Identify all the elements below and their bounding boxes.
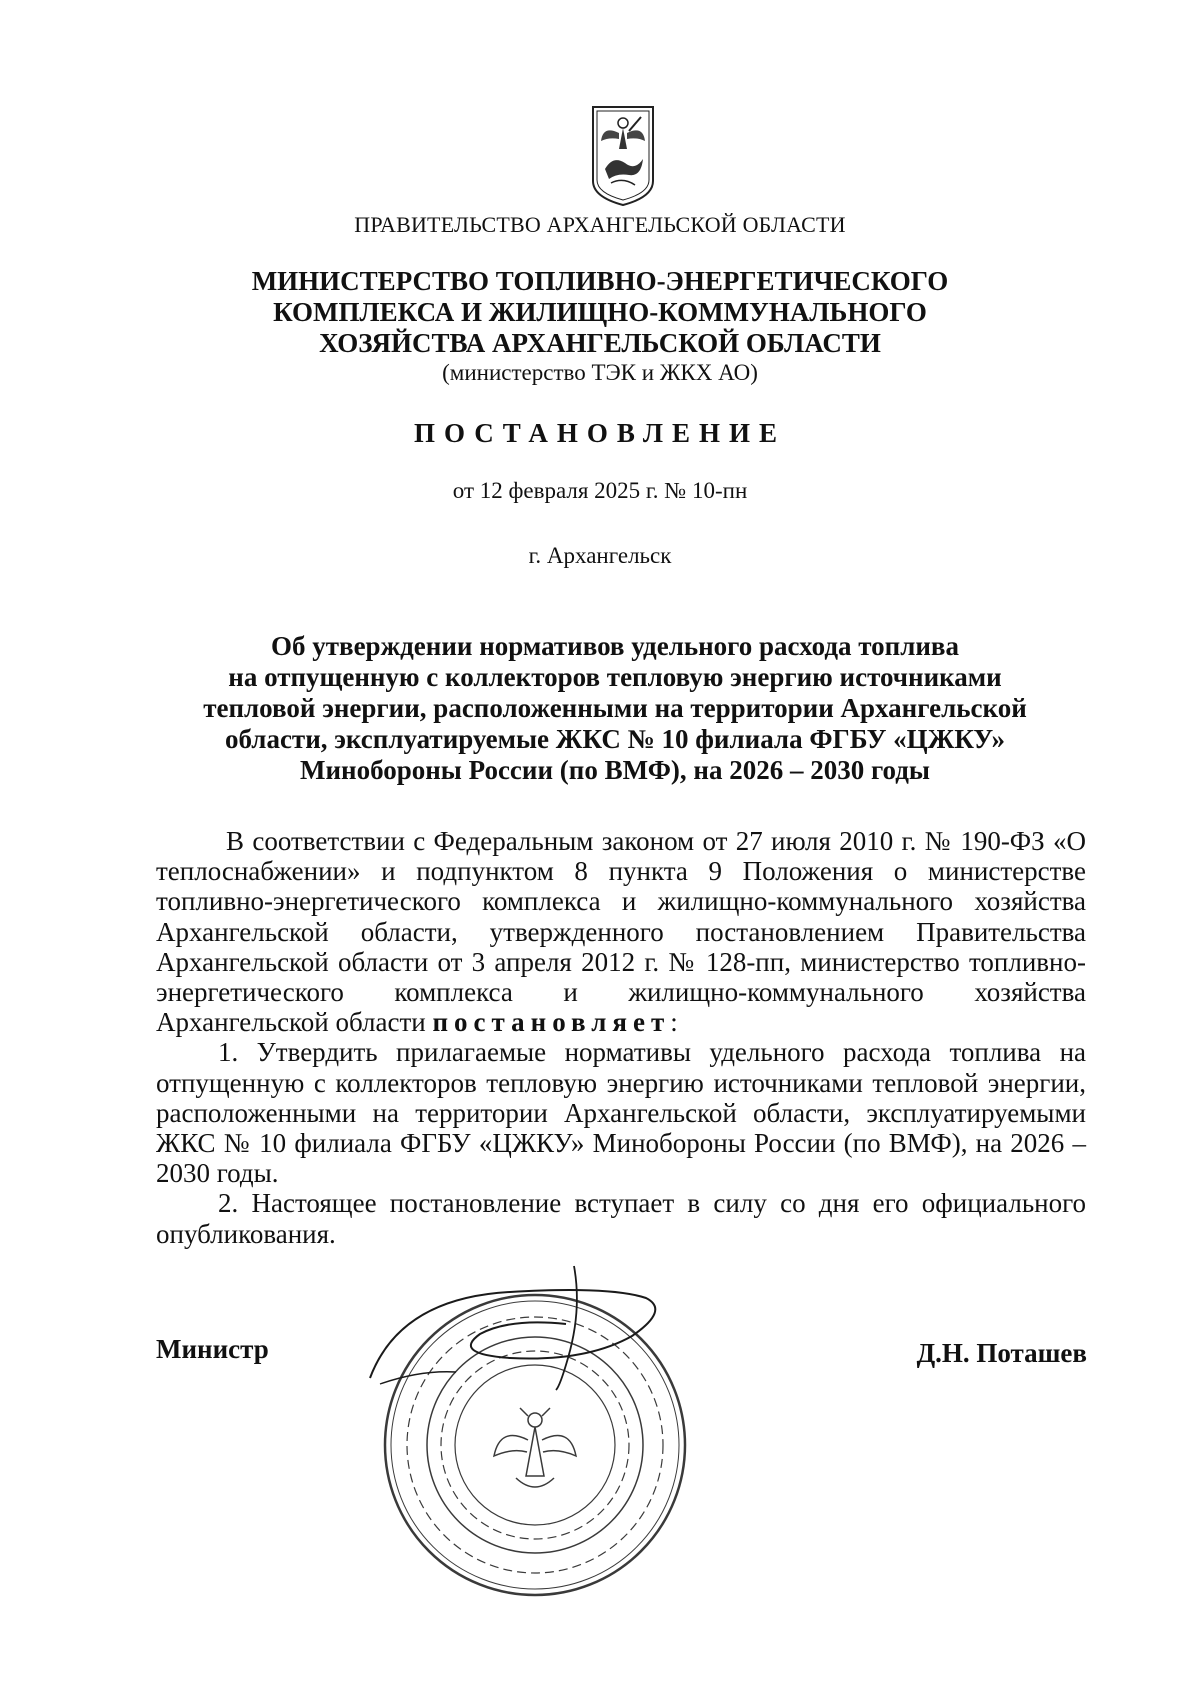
ministry-name-line: КОМПЛЕКСА И ЖИЛИЩНО-КОММУНАЛЬНОГО [273,297,927,327]
decree-word: постановляет [432,1007,671,1038]
coat-of-arms-icon [589,103,657,207]
decree-colon: : [670,1007,678,1038]
government-name: ПРАВИТЕЛЬСТВО АРХАНГЕЛЬСКОЙ ОБЛАСТИ [354,212,846,237]
title-line: Минобороны России (по ВМФ), на 2026 – 2030 годы [299,755,931,785]
decree-item-2: 2. Настоящее постановление вступает в силу со дня его официального опубликования. [156,1188,1086,1249]
ministry-name-line: МИНИСТЕРСТВО ТОПЛИВНО-ЭНЕРГЕТИЧЕСКОГО [251,266,949,296]
document-date-number: от 12 февраля 2025 г. № 10-пн [452,478,748,503]
document-type: ПОСТАНОВЛЕНИЕ [413,418,787,448]
title-line: Об утверждении нормативов удельного расхода топлива [270,631,960,661]
title-line: на отпущенную с коллекторов тепловую энергию источниками [228,662,1002,692]
signatory-name: Д.Н. Поташев [916,1338,1087,1368]
ministry-name-line: ХОЗЯЙСТВА АРХАНГЕЛЬСКОЙ ОБЛАСТИ [319,328,881,358]
signatory-role: Министр [156,1334,269,1364]
preamble-text: В соответствии с Федеральным законом от 27 июля 2010 г. № 190-ФЗ «О теплоснабжении» и подпунктом 8 пункта 9 Положения о министерстве топливно-энергетического комплекса и жилищно-коммунального хозяйства Архангельской области, утвержденного постановлением Правительства Архангельской области от 3 апреля 2012 г. № 128-пп, министерство топливно-энергетического комплекса и жилищно-коммунального хозяйства Архангельской области [156,826,1086,1038]
preamble-paragraph [156,826,1086,1037]
ministry-name [0,266,1200,359]
title-line: тепловой энергии, расположенными на территории Архангельской [203,693,1027,723]
title-line: области, эксплуатируемые ЖКС № 10 филиала ФГБУ «ЦЖКУ» [224,724,1006,754]
document-body [156,826,1086,1249]
ministry-abbreviation: (министерство ТЭК и ЖКХ АО) [442,360,758,385]
document-city: г. Архангельск [528,543,672,568]
document-title [180,631,1050,786]
decree-item-1: 1. Утвердить прилагаемые нормативы удельного расхода топлива на отпущенную с коллекторов тепловую энергию источниками тепловой энергии, расположенными на территории Архангельской области, эксплуатируемыми ЖКС № 10 филиала ФГБУ «ЦЖКУ» Минобороны России (по ВМФ), на 2026 – 2030 годы. [156,1037,1086,1189]
handwritten-signature-icon [360,1262,680,1392]
